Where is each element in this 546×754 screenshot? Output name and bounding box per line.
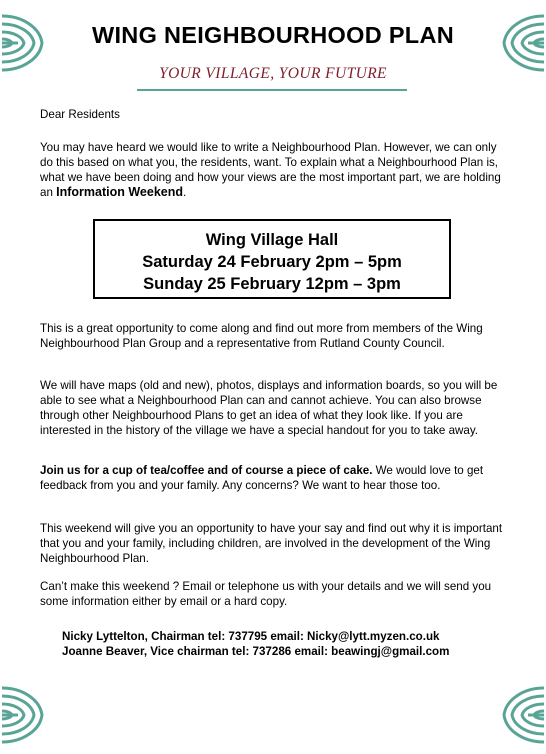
opportunity-paragraph (40, 321, 510, 351)
opportunity-text: This is a great opportunity to come along and find out more from members of the Wing Neighbourhood Plan Group and a representative from Rutland County Council. (40, 322, 483, 350)
salutation-text: Dear Residents (40, 108, 120, 121)
salutation (40, 107, 510, 122)
intro-paragraph (40, 140, 510, 200)
cant-make-text: Can’t make this weekend ? Email or telephone us with your details and we will send you some information either by email or a hard copy. (40, 580, 492, 608)
maps-text: We will have maps (old and new), photos, displays and information boards, so you will be able to see what a Neighbourhood Plan can and cannot achieve. You can also browse through other Neighbourhood Plans to get an idea of what they look like. If you are interested in the history of the village we have a special handout for you to take away. (40, 379, 498, 437)
contact-block (62, 629, 512, 659)
labyrinth-icon (498, 682, 544, 748)
maps-paragraph (40, 378, 510, 438)
join-rest-text: We would love to get feedback from you and your family. Any concerns? We want to hear those too. (40, 464, 484, 492)
page-title: WING NEIGHBOURHOOD PLAN (91, 22, 454, 48)
labyrinth-icon (2, 682, 48, 748)
intro-text: You may have heard we would like to write a Neighbourhood Plan. However, we can only do this based on what you, the residents, want. To explain what a Neighbourhood Plan is, what we have been doing and how your views are the most important part, we are holding an (40, 141, 501, 199)
cant-make-paragraph (40, 579, 510, 609)
join-bold-text: Join us for a cup of tea/coffee and of course a piece of cake. (40, 464, 373, 477)
event-day-1: Saturday 24 February 2pm – 5pm (142, 253, 402, 271)
join-paragraph (40, 463, 510, 493)
intro-end: . (183, 186, 187, 199)
contact-chairman: Nicky Lyttelton, Chairman tel: 737795 email: Nicky@lytt.myzen.co.uk (62, 630, 440, 643)
event-venue: Wing Village Hall (205, 231, 339, 249)
intro-highlight: Information Weekend (56, 185, 183, 199)
weekend-paragraph (40, 521, 510, 566)
page-subtitle: YOUR VILLAGE, YOUR FUTURE (159, 65, 387, 82)
weekend-text: This weekend will give you an opportunity to have your say and find out why it is important that you and your family, including children, are involved in the development of the Wing Neighbourhood Plan. (40, 522, 503, 565)
header-divider (137, 89, 407, 91)
event-day-2: Sunday 25 February 12pm – 3pm (143, 275, 401, 293)
contact-vice-chairman: Joanne Beaver, Vice chairman tel: 737286 email: beawingj@gmail.com (62, 645, 450, 658)
event-box (93, 219, 451, 299)
